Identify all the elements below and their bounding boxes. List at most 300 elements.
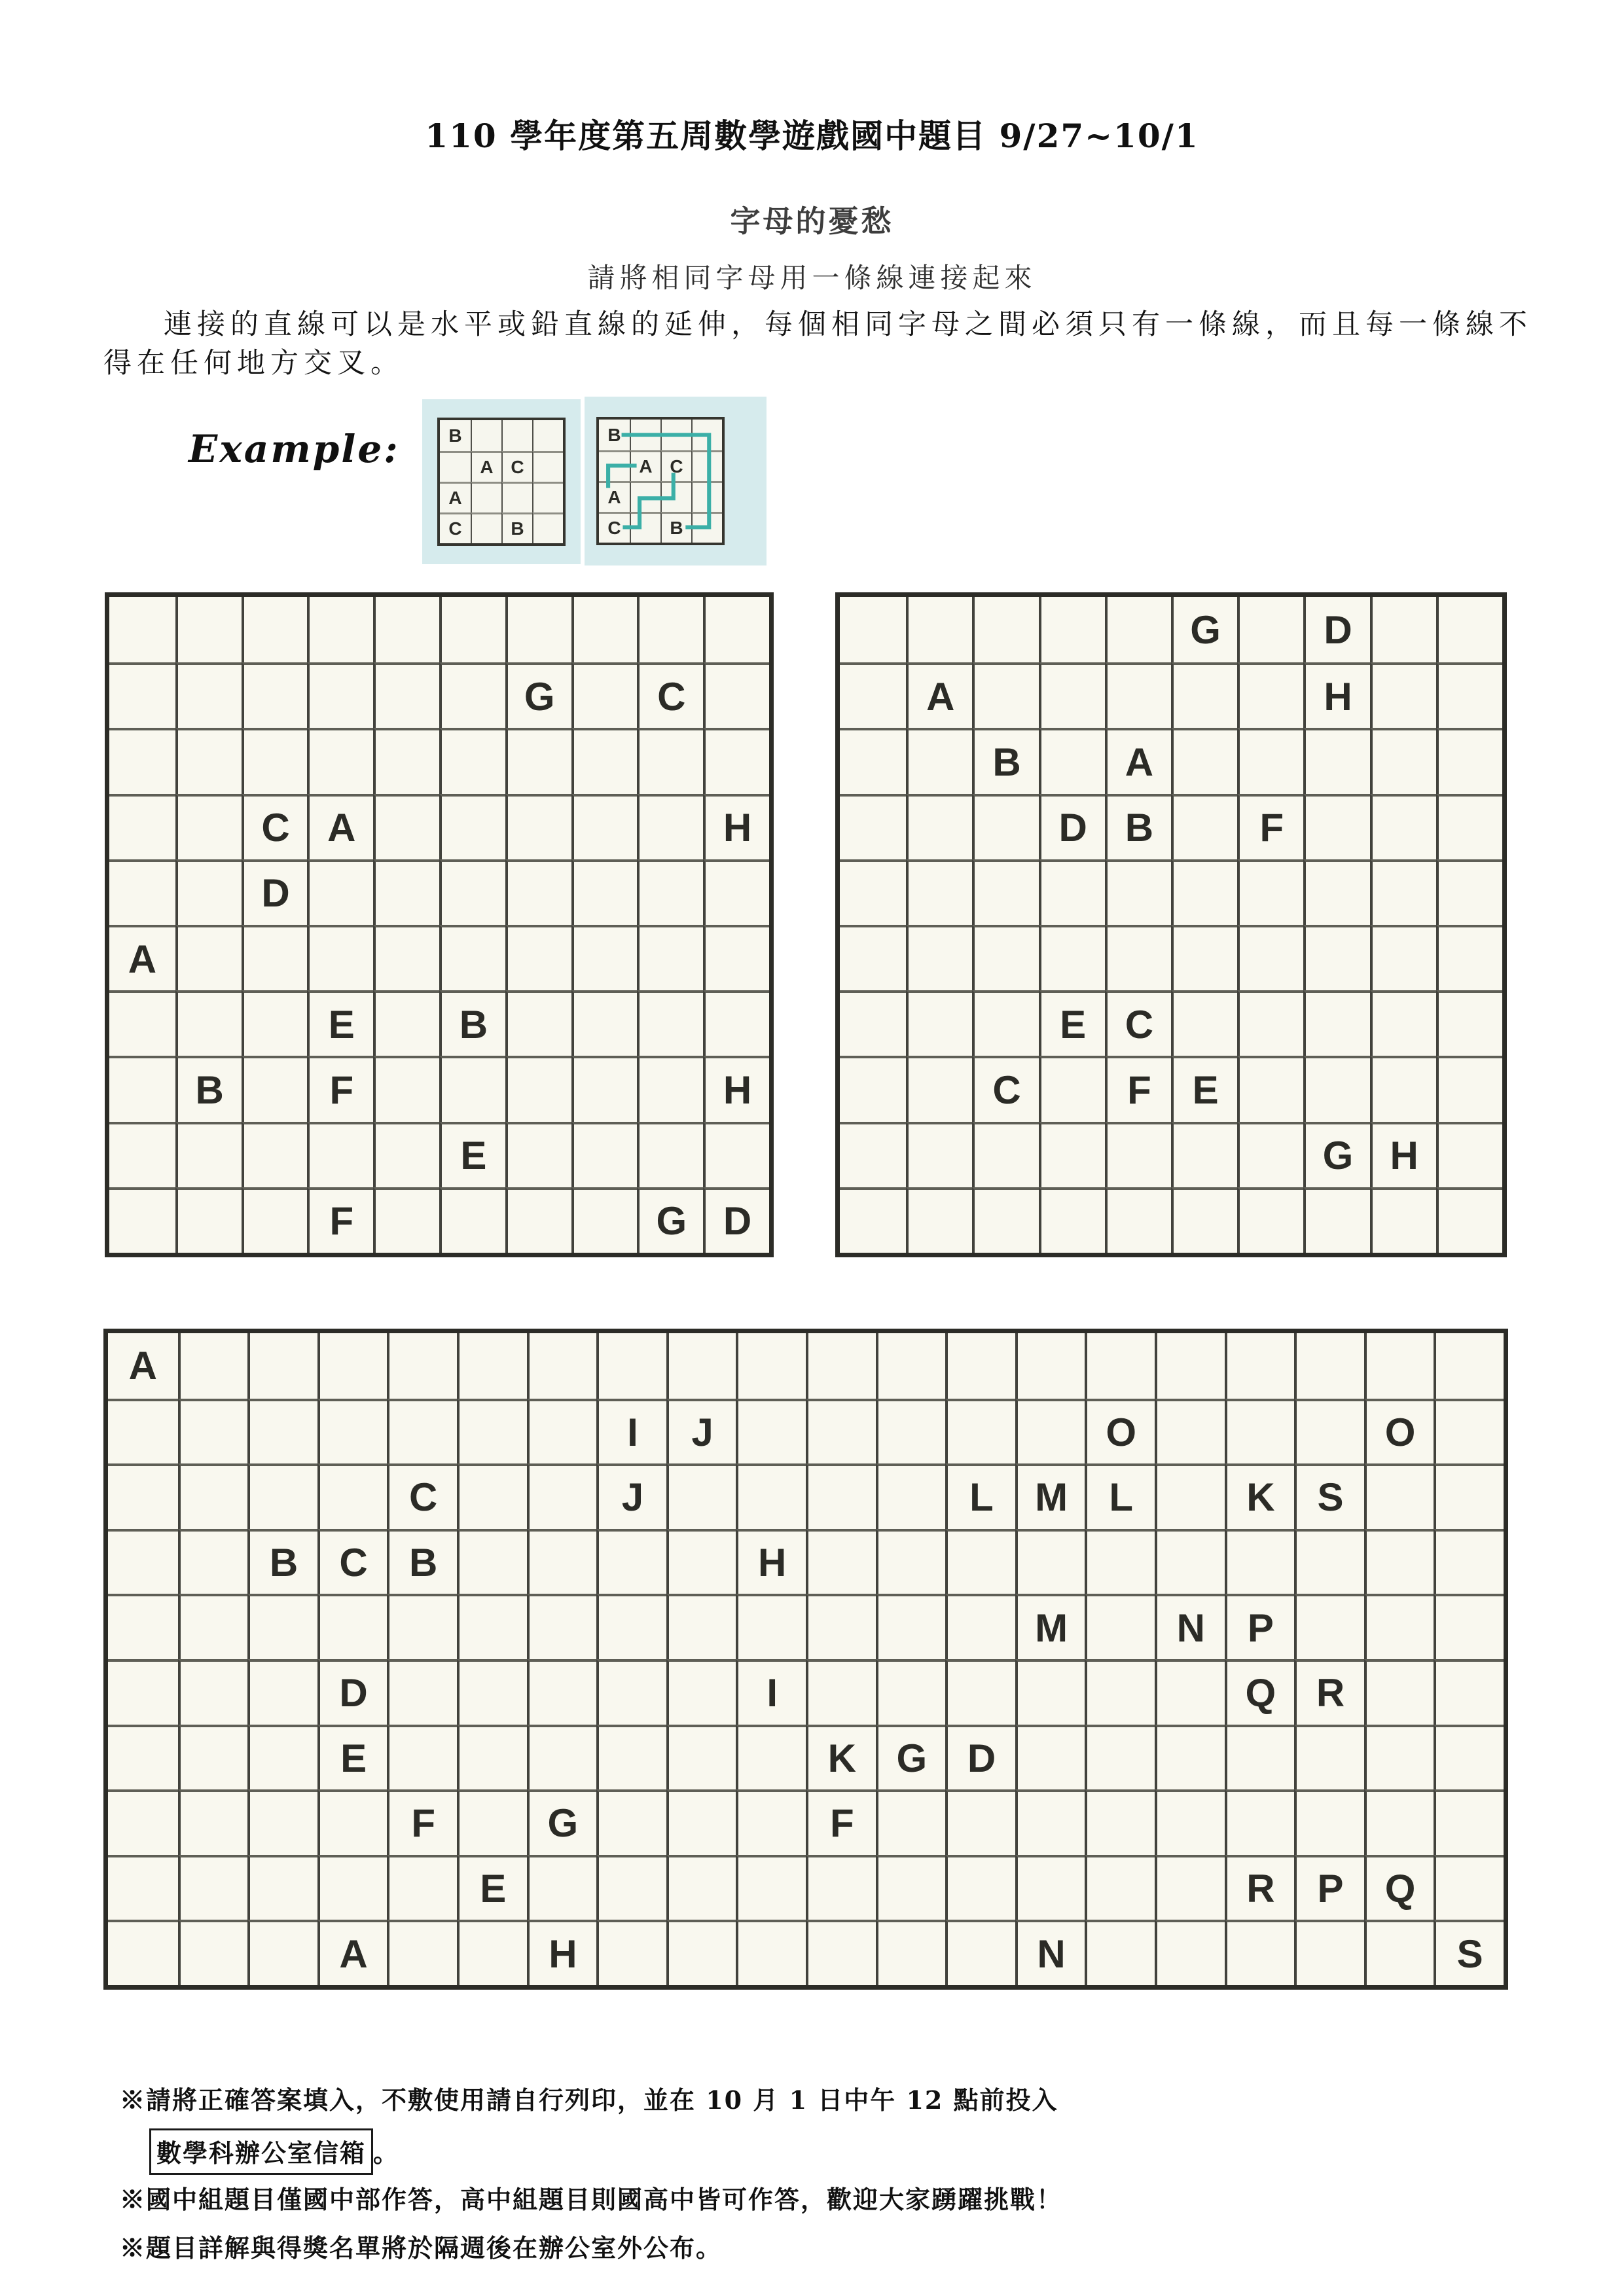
grid-cell bbox=[1105, 859, 1171, 925]
grid-cell bbox=[806, 1594, 876, 1659]
grid-cell bbox=[1085, 1920, 1155, 1985]
grid-cell bbox=[972, 794, 1038, 859]
grid-cell bbox=[906, 794, 972, 859]
grid-cell bbox=[1370, 728, 1436, 793]
grid-cell bbox=[307, 1187, 373, 1253]
grid-cell bbox=[806, 1920, 876, 1985]
grid-cell bbox=[1436, 794, 1502, 859]
mailbox-boxed-text: 數學科辦公室信箱 bbox=[149, 2128, 373, 2175]
grid-cell bbox=[736, 1594, 806, 1659]
cell-letter: A bbox=[1125, 740, 1154, 784]
cell-letter: B bbox=[1125, 806, 1154, 850]
footer-note-mailbox bbox=[149, 2128, 399, 2175]
grid-cell bbox=[457, 1659, 527, 1725]
cell-letter: H bbox=[1324, 674, 1352, 719]
grid-cell bbox=[178, 1855, 248, 1920]
grid-cell bbox=[178, 1529, 248, 1594]
grid-cell bbox=[109, 1122, 175, 1187]
cell-letter: B bbox=[670, 518, 683, 538]
cell-letter: A bbox=[480, 457, 494, 477]
grid-cell bbox=[175, 1122, 242, 1187]
grid-cell bbox=[175, 859, 242, 925]
cell-letter: H bbox=[723, 1067, 752, 1112]
grid-cell bbox=[736, 1333, 806, 1399]
grid-cell bbox=[1015, 1725, 1085, 1790]
grid-cell bbox=[630, 512, 660, 543]
grid-cell bbox=[532, 482, 563, 512]
grid-cell bbox=[1085, 1594, 1155, 1659]
grid-cell bbox=[666, 1529, 736, 1594]
grid-cell bbox=[1294, 1855, 1364, 1920]
grid-cell bbox=[501, 451, 532, 482]
grid-cell bbox=[1039, 990, 1105, 1056]
cell-letter: G bbox=[524, 674, 555, 719]
grid-cell bbox=[527, 1399, 597, 1464]
grid-cell bbox=[387, 1855, 457, 1920]
grid-cell bbox=[307, 794, 373, 859]
grid-cell bbox=[242, 1187, 308, 1253]
grid-cell bbox=[307, 925, 373, 990]
cell-letter: F bbox=[1259, 806, 1284, 850]
grid-cell bbox=[527, 1333, 597, 1399]
grid-cell bbox=[972, 990, 1038, 1056]
grid-cell bbox=[736, 1463, 806, 1529]
grid-cell bbox=[736, 1529, 806, 1594]
grid-cell bbox=[471, 420, 501, 451]
grid-cell bbox=[1155, 1463, 1225, 1529]
grid-cell bbox=[457, 1855, 527, 1920]
grid-cell bbox=[387, 1789, 457, 1855]
grid-cell bbox=[317, 1594, 388, 1659]
cell-letter: J bbox=[621, 1475, 644, 1520]
grid-cell bbox=[457, 1725, 527, 1790]
cell-letter: H bbox=[758, 1541, 787, 1585]
grid-cell bbox=[945, 1463, 1015, 1529]
grid-cell bbox=[972, 1122, 1038, 1187]
grid-cell bbox=[666, 1725, 736, 1790]
grid-cell bbox=[1436, 990, 1502, 1056]
grid-cell bbox=[1171, 794, 1237, 859]
grid-cell bbox=[571, 1187, 638, 1253]
grid-cell bbox=[637, 925, 703, 990]
grid-cell bbox=[457, 1399, 527, 1464]
grid-cell bbox=[736, 1855, 806, 1920]
grid-cell bbox=[439, 1122, 505, 1187]
cell-letter: A bbox=[327, 806, 356, 850]
grid-cell bbox=[876, 1725, 946, 1790]
grid-cell bbox=[945, 1333, 1015, 1399]
cell-letter: D bbox=[723, 1199, 752, 1244]
grid-cell bbox=[840, 990, 906, 1056]
grid-cell bbox=[666, 1659, 736, 1725]
example-grid-unsolved bbox=[437, 418, 566, 546]
grid-cell bbox=[1225, 1399, 1295, 1464]
grid-cell bbox=[1225, 1463, 1295, 1529]
grid-cell bbox=[317, 1789, 388, 1855]
cell-letter: C bbox=[448, 518, 462, 539]
grid-cell bbox=[1294, 1463, 1364, 1529]
grid-cell bbox=[1303, 859, 1369, 925]
grid-cell bbox=[876, 1463, 946, 1529]
grid-cell bbox=[1436, 1056, 1502, 1121]
grid-cell bbox=[307, 728, 373, 793]
grid-cell bbox=[175, 794, 242, 859]
grid-cell bbox=[840, 1187, 906, 1253]
grid-cell bbox=[736, 1789, 806, 1855]
grid-cell bbox=[1436, 597, 1502, 662]
grid-cell bbox=[945, 1529, 1015, 1594]
grid-cell bbox=[242, 794, 308, 859]
grid-cell bbox=[972, 597, 1038, 662]
grid-cell bbox=[439, 1187, 505, 1253]
grid-cell bbox=[691, 481, 722, 512]
grid-cell bbox=[242, 597, 308, 662]
grid-cell bbox=[571, 597, 638, 662]
grid-cell bbox=[242, 1056, 308, 1121]
grid-cell bbox=[1039, 859, 1105, 925]
grid-cell bbox=[906, 925, 972, 990]
grid-cell bbox=[242, 1122, 308, 1187]
grid-cell bbox=[387, 1463, 457, 1529]
grid-cell bbox=[599, 512, 630, 543]
grid-cell bbox=[596, 1529, 666, 1594]
cell-letter: K bbox=[1246, 1475, 1275, 1520]
grid-cell bbox=[527, 1789, 597, 1855]
instruction-line: 請將相同字母用一條線連接起來 bbox=[587, 262, 1037, 294]
grid-cell bbox=[247, 1725, 317, 1790]
grid-cell bbox=[109, 1187, 175, 1253]
grid-cell bbox=[307, 1056, 373, 1121]
grid-cell bbox=[1434, 1920, 1504, 1985]
grid-cell bbox=[440, 482, 471, 512]
cell-letter: L bbox=[1109, 1475, 1134, 1520]
grid-cell bbox=[439, 990, 505, 1056]
grid-cell bbox=[972, 1056, 1038, 1121]
grid-cell bbox=[637, 1187, 703, 1253]
grid-cell bbox=[1436, 925, 1502, 990]
grid-cell bbox=[439, 925, 505, 990]
grid-cell bbox=[806, 1333, 876, 1399]
cell-letter: A bbox=[448, 488, 462, 508]
grid-cell bbox=[1294, 1920, 1364, 1985]
grid-cell bbox=[532, 451, 563, 482]
grid-cell bbox=[247, 1463, 317, 1529]
grid-cell bbox=[109, 597, 175, 662]
grid-cell bbox=[1039, 662, 1105, 728]
grid-cell bbox=[637, 1122, 703, 1187]
grid-cell bbox=[108, 1463, 178, 1529]
cell-letter: C bbox=[1125, 1002, 1154, 1047]
grid-cell bbox=[1303, 728, 1369, 793]
page-title: 110 學年度第五周數學遊戲國中題目 9/27~10/1 bbox=[425, 117, 1199, 155]
grid-cell bbox=[1015, 1333, 1085, 1399]
grid-cell bbox=[457, 1529, 527, 1594]
grid-cell bbox=[876, 1920, 946, 1985]
puzzle-grid-top-right bbox=[835, 592, 1507, 1257]
grid-cell bbox=[1370, 597, 1436, 662]
grid-cell bbox=[1237, 1187, 1303, 1253]
cell-letter: A bbox=[339, 1931, 368, 1976]
grid-cell bbox=[457, 1594, 527, 1659]
grid-cell bbox=[1370, 859, 1436, 925]
cell-letter: H bbox=[1390, 1134, 1418, 1178]
grid-cell bbox=[1436, 1187, 1502, 1253]
grid-cell bbox=[1171, 728, 1237, 793]
cell-letter: I bbox=[767, 1671, 778, 1715]
grid-cell bbox=[178, 1333, 248, 1399]
grid-cell bbox=[1364, 1659, 1434, 1725]
cell-letter: F bbox=[329, 1067, 354, 1112]
grid-cell bbox=[439, 794, 505, 859]
grid-cell bbox=[109, 662, 175, 728]
grid-cell bbox=[972, 925, 1038, 990]
grid-cell bbox=[505, 1187, 571, 1253]
grid-cell bbox=[1370, 1122, 1436, 1187]
grid-cell bbox=[1015, 1399, 1085, 1464]
grid-cell bbox=[637, 662, 703, 728]
grid-cell bbox=[527, 1463, 597, 1529]
grid-cell bbox=[1225, 1659, 1295, 1725]
cell-letter: F bbox=[829, 1801, 854, 1846]
cell-letter: E bbox=[480, 1867, 507, 1911]
cell-letter: G bbox=[656, 1199, 687, 1244]
grid-cell bbox=[247, 1399, 317, 1464]
grid-cell bbox=[1039, 1187, 1105, 1253]
cell-letter: F bbox=[329, 1199, 354, 1244]
grid-cell bbox=[457, 1789, 527, 1855]
grid-cell bbox=[1294, 1725, 1364, 1790]
grid-cell bbox=[1015, 1463, 1085, 1529]
grid-cell bbox=[501, 482, 532, 512]
grid-cell bbox=[571, 662, 638, 728]
grid-cell bbox=[840, 859, 906, 925]
grid-cell bbox=[1237, 990, 1303, 1056]
grid-cell bbox=[906, 990, 972, 1056]
grid-cell bbox=[1225, 1594, 1295, 1659]
grid-cell bbox=[906, 1187, 972, 1253]
grid-cell bbox=[666, 1920, 736, 1985]
grid-cell bbox=[1155, 1529, 1225, 1594]
cell-letter: B bbox=[195, 1067, 224, 1112]
grid-cell bbox=[373, 662, 439, 728]
grid-cell bbox=[108, 1399, 178, 1464]
grid-cell bbox=[242, 662, 308, 728]
grid-cell bbox=[906, 662, 972, 728]
cell-letter: M bbox=[1035, 1475, 1068, 1520]
grid-cell bbox=[666, 1789, 736, 1855]
grid-cell bbox=[806, 1855, 876, 1920]
grid-cell bbox=[108, 1855, 178, 1920]
grid-cell bbox=[178, 1594, 248, 1659]
grid-cell bbox=[596, 1594, 666, 1659]
grid-cell bbox=[440, 451, 471, 482]
grid-cell bbox=[736, 1659, 806, 1725]
grid-cell bbox=[387, 1333, 457, 1399]
cell-letter: E bbox=[328, 1002, 355, 1047]
grid-cell bbox=[1085, 1789, 1155, 1855]
grid-cell bbox=[945, 1399, 1015, 1464]
cell-letter: G bbox=[1322, 1134, 1354, 1178]
grid-cell bbox=[1155, 1333, 1225, 1399]
grid-cell bbox=[527, 1855, 597, 1920]
grid-cell bbox=[532, 420, 563, 451]
grid-cell bbox=[666, 1855, 736, 1920]
grid-cell bbox=[637, 597, 703, 662]
grid-cell bbox=[439, 1056, 505, 1121]
grid-cell bbox=[373, 1122, 439, 1187]
grid-cell bbox=[1434, 1529, 1504, 1594]
grid-cell bbox=[596, 1855, 666, 1920]
footer-note-1-text: ※請將正確答案填入，不敷使用請自行列印，並在 10 月 1 日中午 12 點前投入 bbox=[120, 2085, 1058, 2115]
grid-cell bbox=[109, 990, 175, 1056]
grid-cell bbox=[175, 1187, 242, 1253]
grid-cell bbox=[373, 925, 439, 990]
grid-cell bbox=[373, 859, 439, 925]
grid-cell bbox=[373, 728, 439, 793]
grid-cell bbox=[242, 990, 308, 1056]
cell-letter: A bbox=[128, 1344, 157, 1388]
grid-cell bbox=[840, 597, 906, 662]
grid-cell bbox=[471, 451, 501, 482]
cell-letter: B bbox=[448, 425, 462, 446]
grid-cell bbox=[387, 1659, 457, 1725]
grid-cell bbox=[1370, 1187, 1436, 1253]
grid-cell bbox=[1303, 1056, 1369, 1121]
grid-cell bbox=[1155, 1659, 1225, 1725]
grid-cell bbox=[471, 512, 501, 543]
cell-letter: D bbox=[1058, 806, 1087, 850]
grid-cell bbox=[876, 1855, 946, 1920]
grid-cell bbox=[945, 1594, 1015, 1659]
grid-cell bbox=[1225, 1725, 1295, 1790]
grid-cell bbox=[1039, 1056, 1105, 1121]
grid-cell bbox=[1436, 1122, 1502, 1187]
grid-cell bbox=[1434, 1659, 1504, 1725]
grid-cell bbox=[1085, 1333, 1155, 1399]
grid-cell bbox=[630, 481, 660, 512]
grid-cell bbox=[439, 728, 505, 793]
grid-cell bbox=[1105, 597, 1171, 662]
grid-cell bbox=[1015, 1594, 1085, 1659]
grid-cell bbox=[571, 1122, 638, 1187]
grid-cell bbox=[736, 1920, 806, 1985]
grid-cell bbox=[108, 1920, 178, 1985]
grid-cell bbox=[1294, 1789, 1364, 1855]
grid-cell bbox=[1294, 1529, 1364, 1594]
grid-cell bbox=[247, 1789, 317, 1855]
grid-cell bbox=[109, 728, 175, 793]
grid-cell bbox=[1370, 990, 1436, 1056]
grid-cell bbox=[178, 1463, 248, 1529]
grid-cell bbox=[1434, 1789, 1504, 1855]
grid-cell bbox=[1105, 1187, 1171, 1253]
grid-cell bbox=[505, 728, 571, 793]
grid-cell bbox=[175, 662, 242, 728]
cell-letter: N bbox=[1176, 1605, 1205, 1650]
grid-cell bbox=[1436, 728, 1502, 793]
grid-cell bbox=[527, 1594, 597, 1659]
grid-cell bbox=[440, 512, 471, 543]
grid-cell bbox=[373, 597, 439, 662]
grid-cell bbox=[247, 1920, 317, 1985]
grid-cell bbox=[505, 990, 571, 1056]
cell-letter: B bbox=[459, 1002, 488, 1047]
grid-cell bbox=[1015, 1529, 1085, 1594]
grid-cell bbox=[505, 794, 571, 859]
grid-cell bbox=[317, 1529, 388, 1594]
grid-cell bbox=[840, 1122, 906, 1187]
grid-cell bbox=[840, 1056, 906, 1121]
grid-cell bbox=[471, 482, 501, 512]
cell-letter: C bbox=[409, 1475, 438, 1520]
grid-cell bbox=[505, 597, 571, 662]
grid-cell bbox=[571, 1056, 638, 1121]
grid-cell bbox=[317, 1725, 388, 1790]
grid-cell bbox=[387, 1399, 457, 1464]
grid-cell bbox=[175, 728, 242, 793]
grid-cell bbox=[532, 512, 563, 543]
grid-cell bbox=[109, 925, 175, 990]
grid-cell bbox=[571, 859, 638, 925]
grid-cell bbox=[666, 1594, 736, 1659]
grid-cell bbox=[317, 1463, 388, 1529]
grid-cell bbox=[439, 859, 505, 925]
grid-cell bbox=[1237, 794, 1303, 859]
grid-cell bbox=[1294, 1333, 1364, 1399]
grid-cell bbox=[247, 1659, 317, 1725]
grid-cell bbox=[1105, 1056, 1171, 1121]
cell-letter: E bbox=[1192, 1067, 1219, 1112]
grid-cell bbox=[666, 1463, 736, 1529]
grid-cell bbox=[660, 450, 691, 481]
grid-cell bbox=[1434, 1725, 1504, 1790]
grid-cell bbox=[1436, 662, 1502, 728]
grid-cell bbox=[1039, 728, 1105, 793]
grid-cell bbox=[108, 1529, 178, 1594]
cell-letter: C bbox=[992, 1067, 1021, 1112]
grid-cell bbox=[457, 1920, 527, 1985]
grid-cell bbox=[505, 859, 571, 925]
grid-cell bbox=[373, 1056, 439, 1121]
grid-cell bbox=[1294, 1594, 1364, 1659]
grid-cell bbox=[806, 1399, 876, 1464]
cell-letter: S bbox=[1456, 1931, 1483, 1976]
grid-cell bbox=[599, 450, 630, 481]
grid-cell bbox=[637, 990, 703, 1056]
cell-letter: C bbox=[657, 674, 686, 719]
grid-cell bbox=[630, 450, 660, 481]
grid-cell bbox=[1155, 1789, 1225, 1855]
grid-cell bbox=[637, 1056, 703, 1121]
grid-cell bbox=[1237, 1122, 1303, 1187]
grid-cell bbox=[972, 662, 1038, 728]
grid-cell bbox=[505, 1122, 571, 1187]
grid-cell bbox=[1155, 1920, 1225, 1985]
grid-cell bbox=[972, 728, 1038, 793]
grid-cell bbox=[691, 512, 722, 543]
cell-letter: A bbox=[639, 456, 653, 476]
cell-letter: H bbox=[549, 1931, 577, 1976]
grid-cell bbox=[505, 662, 571, 728]
grid-cell bbox=[440, 420, 471, 451]
grid-cell bbox=[1105, 794, 1171, 859]
grid-cell bbox=[1015, 1920, 1085, 1985]
grid-cell bbox=[1434, 1333, 1504, 1399]
grid-cell bbox=[1155, 1399, 1225, 1464]
grid-cell bbox=[307, 990, 373, 1056]
grid-cell bbox=[596, 1399, 666, 1464]
grid-cell bbox=[1364, 1594, 1434, 1659]
